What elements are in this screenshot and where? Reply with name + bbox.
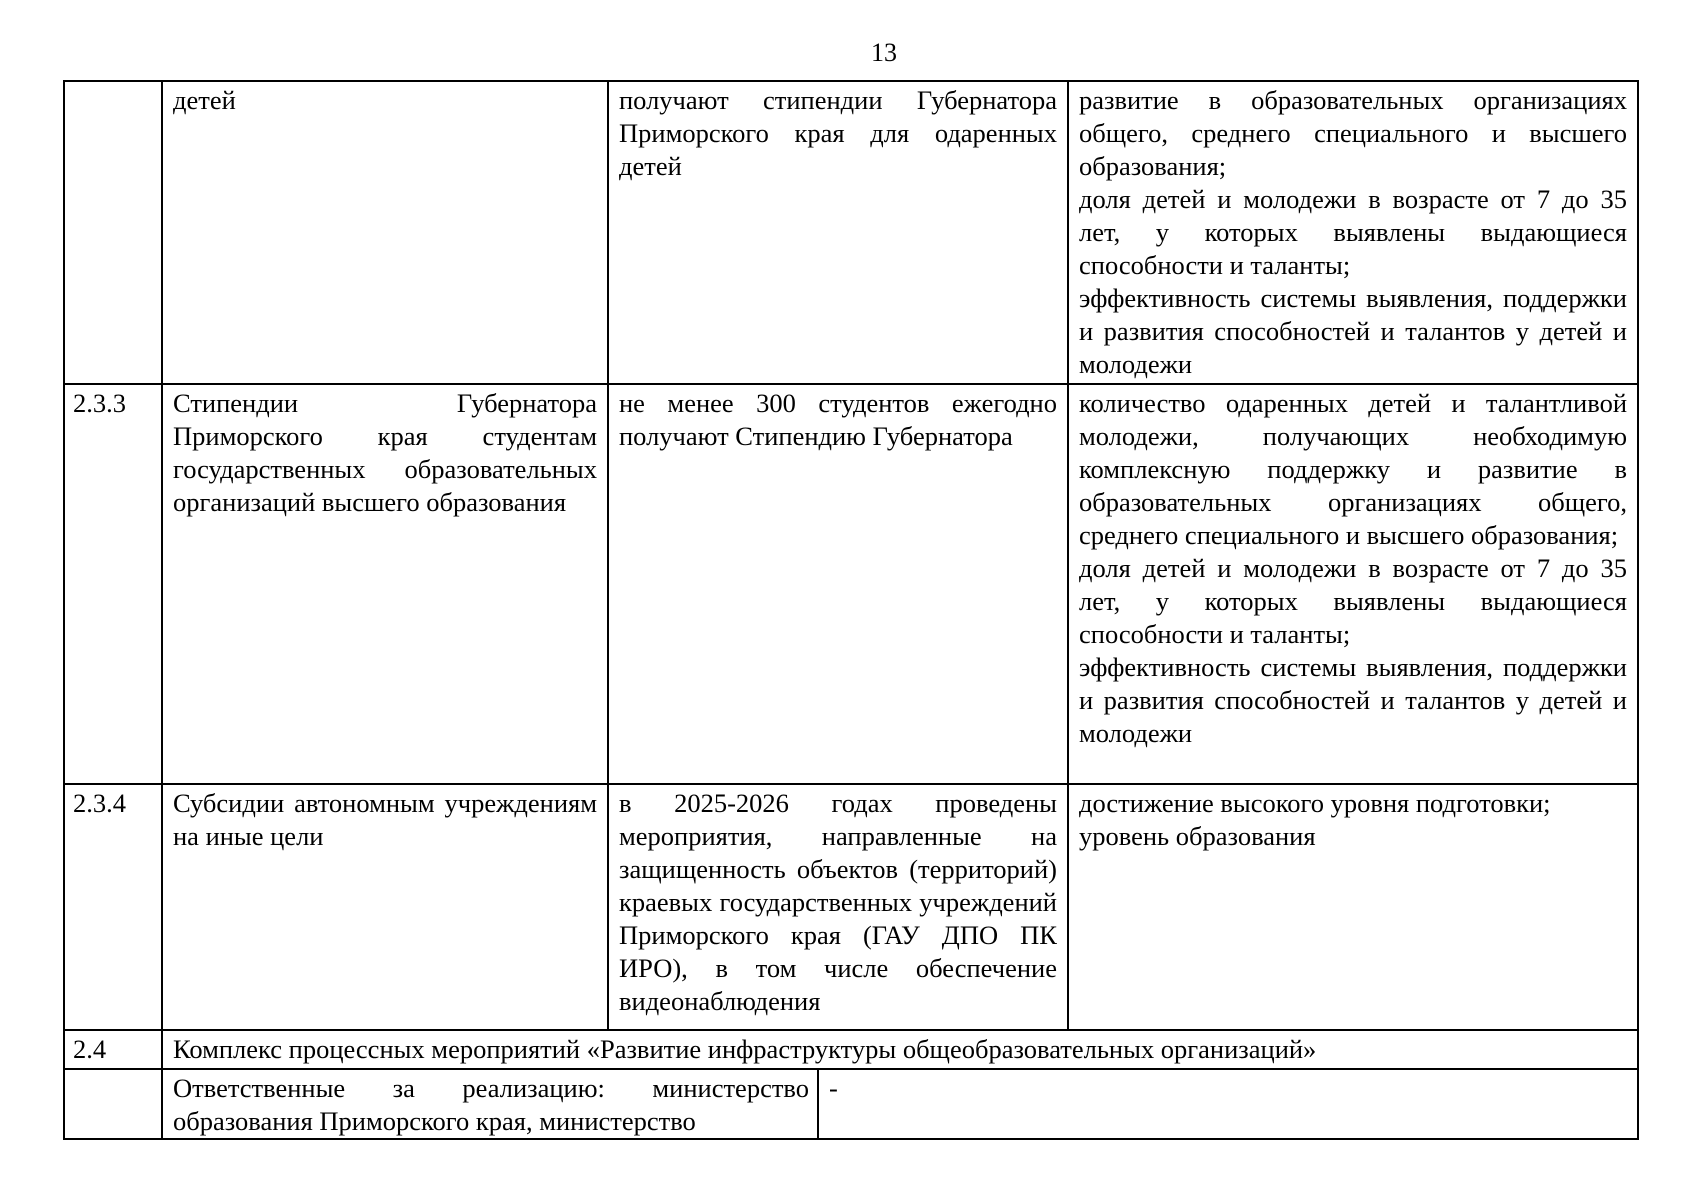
row-number: 2.3.3 [64,384,162,784]
measure-indicators [1068,384,1638,784]
indicator-text: количество одаренных детей и талантливой молодежи, получающих необходимую комплексную поддержку и развитие в образовательных организациях общего, среднего специального и высшего образования; [1079,388,1627,550]
measure-name: Стипендии Губернатора Приморского края студентам государственных образовательных организаций высшего образования [162,384,608,784]
measures-table [63,80,1639,1140]
indicator-text: эффективность системы выявления, поддержки и развития способностей и талантов у детей и молодежи [1079,283,1627,379]
indicator-text: доля детей и молодежи в возрасте от 7 до 35 лет, у которых выявлены выдающиеся способности и таланты; [1079,184,1627,280]
measure-result: получают стипендии Губернатора Приморского края для одаренных детей [608,81,1068,384]
measure-result: не менее 300 студентов ежегодно получают Стипендию Губернатора [608,384,1068,784]
section-title: Комплекс процессных мероприятий «Развитие инфраструктуры общеобразовательных организаций» [162,1030,1638,1069]
indicator-text: развитие в образовательных организациях общего, среднего специального и высшего образования; [1079,85,1627,181]
section-row [64,1030,1638,1069]
measure-result: в 2025-2026 годах проведены мероприятия, направленные на защищенность объектов (территорий) краевых государственных учреждений Приморского края (ГАУ ДПО ПК ИРО), в том числе обеспечение видеонаблюдения [608,784,1068,1030]
responsible-text: Ответственные за реализацию: министерство образования Приморского края, министерство [163,1070,818,1138]
measure-name: детей [162,81,608,384]
empty-cell [64,1069,162,1139]
page-number: 13 [871,38,897,67]
measure-indicators [1068,81,1638,384]
table-row [64,784,1638,1030]
measure-indicators [1068,784,1638,1030]
measure-name: Субсидии автономным учреждениям на иные цели [162,784,608,1030]
indicator-text: эффективность системы выявления, поддержки и развития способностей и талантов у детей и молодежи [1079,652,1627,748]
table-row [64,384,1638,784]
responsible-row [64,1069,1638,1139]
indicator-text: достижение высокого уровня подготовки; [1079,788,1551,818]
section-number: 2.4 [64,1030,162,1069]
responsible-cell [162,1069,1638,1139]
responsible-table [163,1070,1637,1138]
indicator-text: уровень образования [1079,821,1316,851]
table-row [64,81,1638,384]
row-number: 2.3.4 [64,784,162,1030]
indicator-text: доля детей и молодежи в возрасте от 7 до 35 лет, у которых выявлены выдающиеся способности и таланты; [1079,553,1627,649]
row-number [64,81,162,384]
responsible-value: - [829,1073,838,1103]
